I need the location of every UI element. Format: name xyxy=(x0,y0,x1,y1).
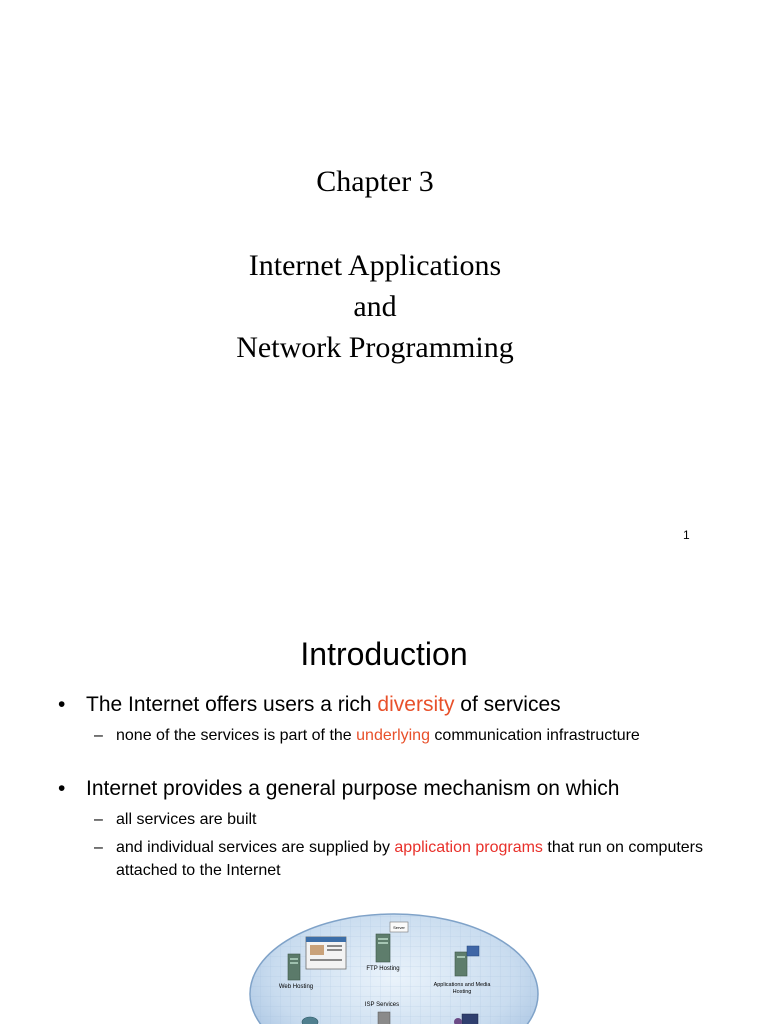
bullet-marker: • xyxy=(58,777,66,800)
bullet-text: The Internet offers users a rich xyxy=(86,693,378,716)
label-apps-media-line2: Hosting xyxy=(452,989,472,995)
chapter-heading: Chapter 3 xyxy=(316,165,434,198)
highlight-underlying: underlying xyxy=(356,727,430,744)
sub-text: all services are built xyxy=(116,811,257,828)
dash-marker: – xyxy=(94,727,103,744)
dash-marker: – xyxy=(94,839,103,856)
slide-title xyxy=(0,245,750,368)
title-line-3: Network Programming xyxy=(236,331,514,364)
dash-marker: – xyxy=(94,811,103,828)
label-ftp-hosting: FTP Hosting xyxy=(366,966,400,972)
label-apps-media-line1: Applications and Media xyxy=(433,982,491,988)
label-isp-services: ISP Services xyxy=(364,1002,400,1008)
bullet-text: Internet provides a general purpose mechanism on which xyxy=(86,777,620,800)
introduction-title: Introduction xyxy=(300,636,468,672)
highlight-diversity: diversity xyxy=(377,693,455,716)
sub-text: and individual services are supplied by xyxy=(116,839,395,856)
page-number: 1 xyxy=(683,528,690,542)
sub-text: communication infrastructure xyxy=(429,727,640,744)
highlight-application-programs: application programs xyxy=(394,839,543,856)
isp-services-diagram xyxy=(0,576,768,1024)
label-server-tag: Server xyxy=(393,925,405,930)
isp-server-icon xyxy=(378,1012,390,1024)
sub-text: none of the services is part of the xyxy=(116,727,357,744)
bullet-marker: • xyxy=(58,693,66,716)
title-line-2: and xyxy=(353,290,397,323)
sub-text: that run on computers attached to the Internet xyxy=(116,839,704,879)
title-line-1: Internet Applications xyxy=(248,249,502,282)
label-web-hosting: Web Hosting xyxy=(278,984,314,990)
slide-introduction xyxy=(0,576,768,1024)
bullet-text: of services xyxy=(454,693,561,716)
